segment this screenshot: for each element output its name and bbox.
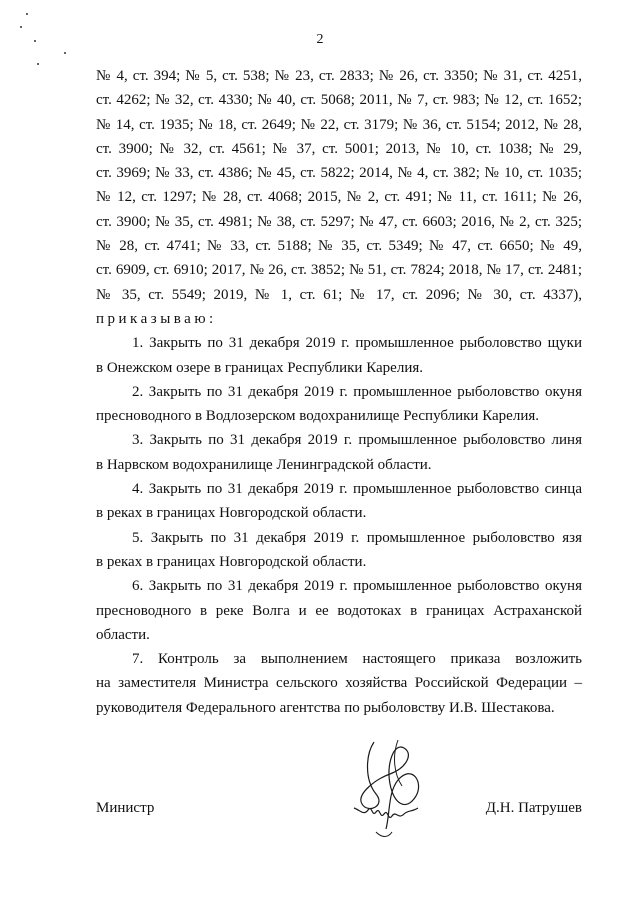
scan-speck <box>20 26 22 28</box>
reference-line: ст. 3900; № 32, ст. 4561; № 37, ст. 5001; 2013, № 10, ст. 1038; № 29, <box>96 140 582 157</box>
scan-speck <box>64 52 66 54</box>
legal-references <box>96 64 582 307</box>
scan-speck <box>37 63 39 65</box>
order-item-line: пресноводного в реке Волга и ее водотоках в границах Астраханской <box>96 602 582 619</box>
order-item-line: 6. Закрыть по 31 декабря 2019 г. промышленное рыболовство окуня <box>132 578 582 595</box>
signature-block <box>96 800 582 824</box>
order-item-line: области. <box>96 626 150 643</box>
reference-line: ст. 3969; № 33, ст. 4386; № 45, ст. 5822; 2014, № 4, ст. 382; № 10, ст. 1035; <box>96 165 582 182</box>
handwritten-signature <box>346 734 426 844</box>
page-number: 2 <box>316 32 324 47</box>
order-item-line: в реках в границах Новгородской области. <box>96 553 367 570</box>
order-item-line: 4. Закрыть по 31 декабря 2019 г. промышленное рыболовство синца <box>132 481 582 498</box>
order-item-line: 5. Закрыть по 31 декабря 2019 г. промышленное рыболовство язя <box>132 529 582 546</box>
reference-line: № 35, ст. 5549; 2019, № 1, ст. 61; № 17, ст. 2096; № 30, ст. 4337), <box>96 286 582 303</box>
order-item <box>96 647 582 720</box>
scan-speck <box>26 13 28 15</box>
order-item <box>96 526 582 575</box>
signatory-name: Д.Н. Патрушев <box>485 800 582 816</box>
order-item-line: в реках в границах Новгородской области. <box>96 505 367 522</box>
reference-line: ст. 6909, ст. 6910; 2017, № 26, ст. 3852; № 51, ст. 7824; 2018, № 17, ст. 2481; <box>96 262 582 279</box>
reference-line: № 4, ст. 394; № 5, ст. 538; № 23, ст. 2833; № 26, ст. 3350; № 31, ст. 4251, <box>96 68 582 84</box>
order-item <box>96 477 582 526</box>
order-item <box>96 574 582 647</box>
order-item-line: 3. Закрыть по 31 декабря 2019 г. промышленное рыболовство линя <box>132 432 582 449</box>
order-item <box>96 380 582 429</box>
reference-line: № 12, ст. 1297; № 28, ст. 4068; 2015, № 2, ст. 491; № 11, ст. 1611; № 26, <box>96 189 582 206</box>
order-item-line: 7. Контроль за выполнением настоящего приказа возложить <box>132 651 582 668</box>
order-word: приказываю: <box>96 310 217 327</box>
order-item-line: руководителя Федерального агентства по рыболовству И.В. Шестакова. <box>96 699 555 716</box>
reference-line: ст. 3900; № 35, ст. 4981; № 38, ст. 5297; № 47, ст. 6603; 2016, № 2, ст. 325; <box>96 213 582 230</box>
order-item-line: 2. Закрыть по 31 декабря 2019 г. промышленное рыболовство окуня <box>132 383 582 400</box>
reference-line: № 28, ст. 4741; № 33, ст. 5188; № 35, ст. 5349; № 47, ст. 6650; № 49, <box>96 238 582 255</box>
signatory-position: Министр <box>96 800 155 816</box>
order-item-line: на заместителя Министра сельского хозяйства Российской Федерации – <box>96 675 582 692</box>
order-item-line: пресноводного в Водлозерском водохранилище Республики Карелия. <box>96 408 539 425</box>
order-item-line: 1. Закрыть по 31 декабря 2019 г. промышленное рыболовство щуки <box>132 335 582 352</box>
document-body <box>96 64 582 720</box>
order-item <box>96 428 582 477</box>
order-item <box>96 331 582 380</box>
order-item-line: в Нарвском водохранилище Ленинградской области. <box>96 456 432 473</box>
order-item-line: в Онежском озере в границах Республики Карелия. <box>96 359 423 376</box>
reference-line: ст. 4262; № 32, ст. 4330; № 40, ст. 5068; 2011, № 7, ст. 983; № 12, ст. 1652; <box>96 92 582 109</box>
reference-line: № 14, ст. 1935; № 18, ст. 2649; № 22, ст. 3179; № 36, ст. 5154; 2012, № 28, <box>96 116 582 133</box>
